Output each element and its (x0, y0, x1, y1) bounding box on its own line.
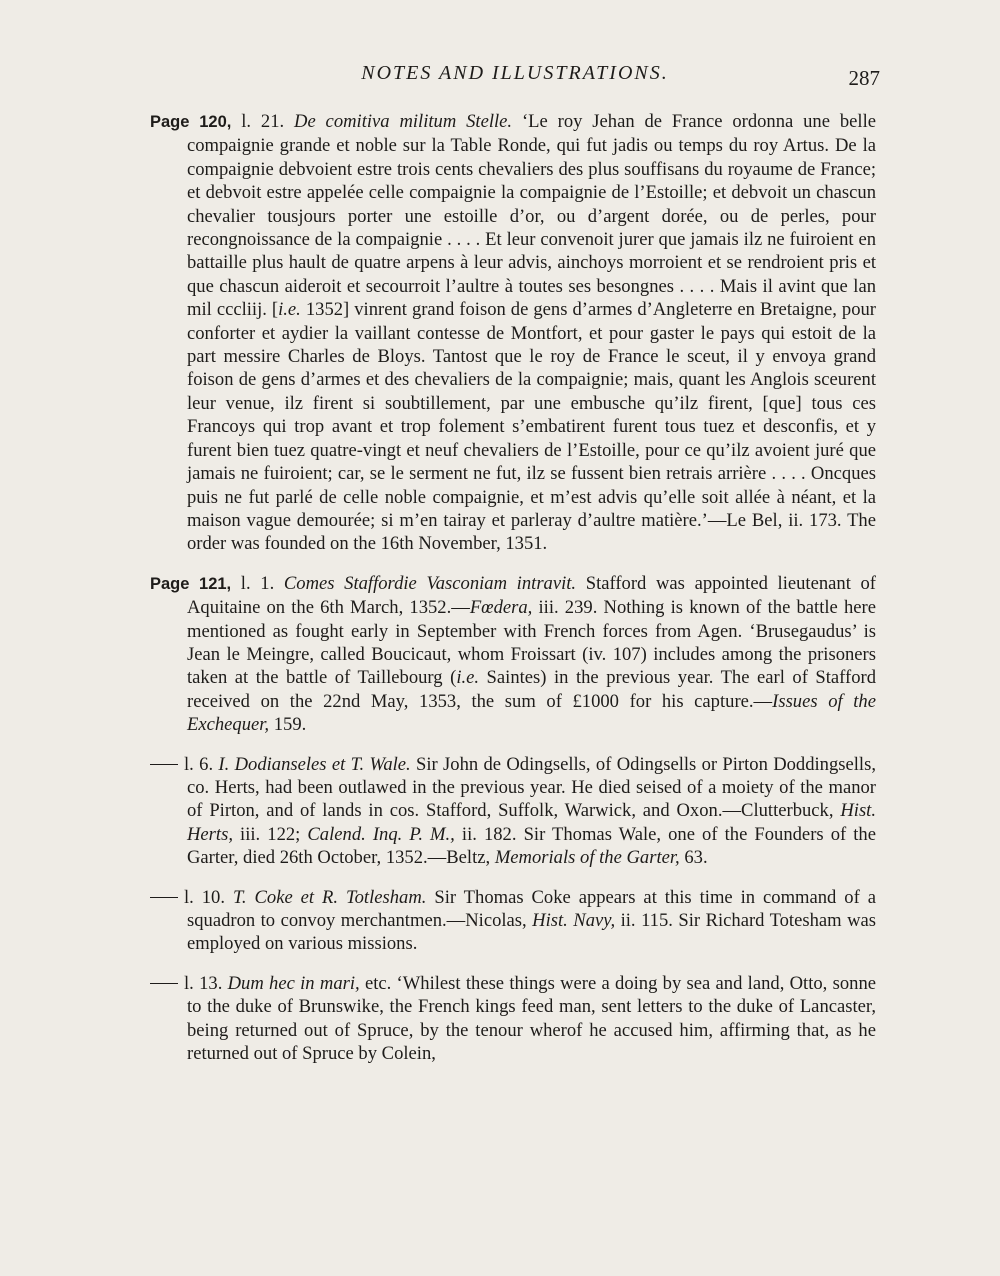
note-text-italic: i.e. (278, 299, 301, 321)
line-reference: l. 1. (231, 572, 284, 594)
note-text-italic: Fœdera, (469, 597, 533, 619)
note-text-italic: Memorials of the Garter, (494, 847, 680, 869)
running-title: NOTES AND ILLUSTRATIONS. (361, 62, 669, 84)
note-text: Stafford was appointed lieutenant of Aquitaine on the 6th March, 1352.— (187, 572, 877, 619)
notes-body (150, 110, 876, 1081)
line-reference: l. 13. (184, 972, 228, 994)
page-reference: Page 120, (150, 113, 232, 131)
note-text-italic: Hist. Herts, (187, 800, 876, 845)
note-lemma: Dum hec in mari, (227, 972, 360, 994)
running-head (150, 62, 880, 92)
line-reference: l. 6. (184, 753, 219, 775)
page-reference: Page 121, (150, 574, 232, 593)
ditto-dash (150, 897, 178, 898)
note-text: ii. 115. Sir Richard Totesham was employed on various missions. (187, 910, 876, 955)
note-text: Saintes) in the previous year. The earl of Stafford received on the 22nd May, 1353, the sum of £1000 for his capture.— (187, 667, 877, 712)
note-line-6 (150, 753, 876, 870)
note-text: iii. 239. Nothing is known of the battle here mentioned as fought early in September with French forces from Agen. ‘Brusegaudus’ is Jean le Meingre, called Boucicaut, whom Froissart (iv. 107) includes among the prisoners taken at the battle of Taillebourg ( (187, 597, 876, 689)
note-text-italic: Hist. Navy, (532, 910, 616, 931)
page-number: 287 (848, 66, 880, 90)
ditto-dash (150, 764, 178, 765)
ditto-dash (150, 983, 178, 984)
note-text: ii. 182. Sir Thomas Wale, one of the Founders of the Garter, died 26th October, 1352.—Beltz, (187, 823, 876, 869)
line-reference: l. 10. (184, 886, 233, 908)
note-text: 159. (269, 714, 307, 736)
note-page-121-line-1 (150, 572, 876, 737)
note-text: iii. 122; (232, 823, 308, 845)
note-page-120-line-21 (150, 110, 876, 556)
note-text: ‘Le roy Jehan de France ordonna une belle compaignie grande et noble sur la Table Ronde, qui fut jadis ou temps du roy Artus. De la compaignie debvoient estre trois cents chevaliers des plus souffisans du royaume de France; et debvoit estre appelée celle compaignie la compaignie de l’Estoille; et debvoit un chascun chevalier tousjours porter une estoille d’or, ou d’argent dorée, ou de perles, pour recongnoissance de la compaignie . . . . Et leur convenoit jurer que jamais ilz ne fuiroient en battaille plus hault de quatre arpens à leur advis, ainchoys morroient et se rendroient pris et que chascun aideroit et secourroit l’aultre à toutes ses besongnes . . . . Mais il avint que lan mil cccliij. [ (187, 111, 876, 321)
note-line-10 (150, 886, 876, 956)
note-line-13 (150, 972, 876, 1066)
note-lemma: De comitiva militum Stelle. (294, 111, 513, 132)
note-text: 1352] vinrent grand foison de gens d’armes d’Angleterre en Bretaigne, pour conforter et aydier la vaillant contesse de Montfort, et pour gaster le pays qui estoit de la part messire Charles de Bloys. Tantost que le roy de France le sceut, il y envoya grand foison de gens d’armes et des chevaliers de la compaignie; mais, quant les Anglois sceurent leur venue, ilz firent si soubtillement, par une embusche qu’ilz firent, [que] tous ces Francoys qui trop avant et trop folement s’embatirent furent tous tuez et desconfis, et y furent bien tuez quatre-vingt et neuf chevaliers de l’Estoille, pour ce qu’ilz avoient juré que jamais ne fuiroient; car, se le serment ne fut, ilz se fussent bien retrais arrière . . . . Oncques puis ne fut parlé de celle noble compaignie, et m’est advis qu’elle soit allée à néant, et la maison vague demourée; si m’en tairay et parleray d’aultre matière.’—Le Bel, ii. 173. The order was founded on the 16th November, 1351. (187, 299, 876, 555)
note-text: Sir John de Odingsells, of Odingsells or Pirton Doddingsells, co. Herts, had been outlawed in the previous year. He died seised of a moiety of the manor of Pirton, and of lands in cos. Stafford, Suffolk, Warwick, and Oxon.—Clutterbuck, (187, 753, 876, 822)
note-text-italic: Calend. Inq. P. M., (307, 823, 455, 845)
note-lemma: I. Dodianseles et T. Wale. (218, 753, 411, 775)
note-text-italic: Issues of the Exchequer, (187, 690, 876, 736)
note-text-italic: i.e. (456, 667, 480, 689)
line-reference: l. 21. (231, 111, 295, 132)
note-text: Sir Thomas Coke appears at this time in command of a squadron to convoy merchantmen.—Nicolas, (187, 886, 876, 931)
note-lemma: T. Coke et R. Totlesham. (232, 886, 427, 908)
note-lemma: Comes Staffordie Vasconiam intravit. (283, 572, 577, 594)
note-text: etc. ‘Whilest these things were a doing by sea and land, Otto, sonne to the duke of Brunswike, the French kings feed man, sent letters to the duke of Lancaster, being returned out of Spruce, by the tenour wherof he accused him, affirming that, as he returned out of Spruce by Colein, (187, 972, 876, 1065)
note-text: 63. (679, 847, 708, 869)
